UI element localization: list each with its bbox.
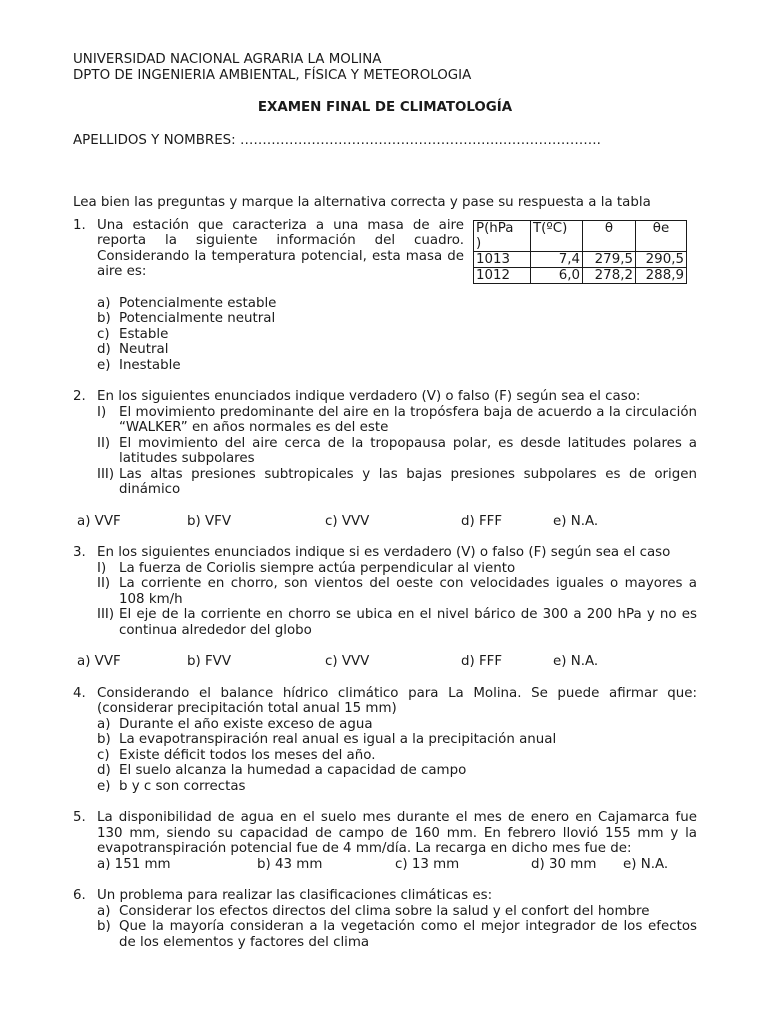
option-text: Durante el año existe exceso de agua: [119, 716, 373, 732]
answer-option: e) N.A.: [553, 654, 599, 669]
question-text: En los siguientes enunciados indique verdadero (V) o falso (F) según sea el caso:: [97, 389, 641, 404]
answer-options: [97, 857, 697, 873]
table-cell: 1013: [474, 252, 531, 268]
header-pressure: P(hPa ): [474, 221, 531, 252]
answer-options: [77, 654, 697, 670]
question-6: [73, 888, 697, 950]
option-text: Que la mayoría consideran a la vegetación como el mejor integrador de los efectos de los elementos y factores del clima: [119, 919, 697, 950]
option-text: b y c son correctas: [119, 778, 246, 794]
answer-option: d) FFF: [461, 513, 503, 529]
exam-page: [73, 52, 697, 950]
question-text: Considerando el balance hídrico climático para La Molina. Se puede afirmar que: (considerar precipitación total anual 15 mm): [97, 685, 697, 716]
statement: [97, 607, 697, 638]
option-text: Existe déficit todos los meses del año.: [119, 747, 376, 763]
table-cell: 288,9: [636, 268, 687, 284]
option-label: c): [97, 326, 110, 342]
question-4: [73, 686, 697, 795]
option-text: El suelo alcanza la humedad a capacidad de campo: [119, 763, 467, 778]
table-row: [474, 252, 687, 268]
question-number: 4.: [73, 685, 86, 701]
department-name: DPTO DE INGENIERIA AMBIENTAL, FÍSICA Y METEOROLOGIA: [73, 67, 472, 83]
table-header-row: [474, 221, 687, 252]
option: [97, 732, 697, 748]
option-text: Potencialmente neutral: [119, 311, 276, 326]
station-data-table: [473, 220, 687, 284]
answer-option: e) N.A.: [623, 856, 669, 872]
answer-option: b) VFV: [187, 513, 232, 529]
statement-text: Las altas presiones subtropicales y las bajas presiones subpolares es de origen dinámico: [119, 466, 697, 497]
answer-option: c) VVV: [325, 654, 370, 669]
option: [97, 717, 697, 733]
answer-option: d) FFF: [461, 654, 503, 669]
statement-label: II): [97, 576, 111, 591]
question-number: 3.: [73, 545, 86, 560]
option-label: e): [97, 357, 111, 373]
question-number: 5.: [73, 810, 86, 825]
question-2: [73, 389, 697, 529]
statement-text: La corriente en chorro, son vientos del oeste con velocidades iguales o mayores a 108 km/h: [119, 576, 697, 607]
option-label: b): [97, 311, 111, 326]
answer-option: d) 30 mm: [531, 856, 597, 872]
instructions: Lea bien las preguntas y marque la alternativa correcta y pase su respuesta a la tabla: [73, 195, 651, 210]
option: [97, 327, 697, 343]
answer-option: c) 13 mm: [395, 856, 460, 872]
option-label: a): [97, 903, 111, 919]
option: [97, 919, 697, 950]
statement-label: II): [97, 435, 111, 451]
option-label: a): [97, 716, 111, 732]
statement: [97, 576, 697, 607]
option-text: Considerar los efectos directos del clima sobre la salud y el confort del hombre: [119, 903, 650, 919]
names-line: APELLIDOS Y NOMBRES: …………………………………………………..………………….: [73, 132, 601, 148]
option-text: Neutral: [119, 342, 169, 357]
option: [97, 358, 697, 374]
option-label: e): [97, 778, 111, 794]
question-number: 6.: [73, 888, 86, 903]
question-number: 2.: [73, 389, 86, 404]
option-label: b): [97, 732, 111, 747]
option-text: Potencialmente estable: [119, 295, 277, 311]
option-label: c): [97, 747, 110, 763]
answer-option: b) FVV: [187, 654, 232, 669]
option-text: La evapotranspiración real anual es igual a la precipitación anual: [119, 732, 557, 747]
table-cell: 279,5: [583, 252, 636, 268]
answer-option: c) VVV: [325, 513, 370, 529]
statement-text: La fuerza de Coriolis siempre actúa perpendicular al viento: [119, 560, 516, 576]
header-theta-e: θe: [636, 221, 687, 252]
option: [97, 779, 697, 795]
answer-option: a) VVF: [77, 513, 121, 529]
question-number: 1.: [73, 217, 86, 233]
statement-text: El movimiento predominante del aire en la tropósfera baja de acuerdo a la circulación “WALKER” en años normales es del este: [119, 404, 697, 435]
statement-label: III): [97, 466, 115, 482]
question-text: La disponibilidad de agua en el suelo mes durante el mes de enero en Cajamarca fue 130 mm, siendo su capacidad de campo de 160 mm. En febrero llovió 155 mm y la evapotranspiración potencial fue de 4 mm/día. La recarga en dicho mes fue de:: [97, 810, 697, 856]
answer-option: b) 43 mm: [257, 856, 323, 872]
option: [97, 296, 697, 312]
option-label: d): [97, 342, 111, 357]
answer-options: [77, 514, 697, 530]
option-label: a): [97, 295, 111, 311]
table-cell: 7,4: [531, 252, 583, 268]
statement-label: I): [97, 404, 107, 420]
option: [97, 311, 697, 327]
table-cell: 278,2: [583, 268, 636, 284]
option-text: Inestable: [119, 357, 181, 373]
question-3: [73, 545, 697, 670]
table-cell: 6,0: [531, 268, 583, 284]
statement: [97, 436, 697, 467]
table-cell: 290,5: [636, 252, 687, 268]
options-list: [97, 296, 697, 374]
statement-text: El eje de la corriente en chorro se ubica en el nivel bárico de 300 a 200 hPa y no es continua alrededor del globo: [119, 607, 697, 638]
table-cell: 1012: [474, 268, 531, 284]
statement-text: El movimiento del aire cerca de la tropopausa polar, es desde latitudes polares a latitudes subpolares: [119, 435, 697, 466]
option-text: Estable: [119, 326, 169, 342]
option-label: b): [97, 919, 111, 934]
exam-title: EXAMEN FINAL DE CLIMATOLOGÍA: [257, 100, 513, 115]
option-label: d): [97, 763, 111, 778]
answer-option: a) VVF: [77, 654, 121, 669]
table-row: [474, 268, 687, 284]
question-text: En los siguientes enunciados indique si es verdadero (V) o falso (F) según sea el caso: [97, 545, 671, 560]
question-text: Una estación que caracteriza a una masa de aire reporta la siguiente información del cuadro. Considerando la temperatura potencial, esta masa de aire es:: [97, 217, 464, 279]
option: [97, 763, 697, 779]
statement: [97, 467, 697, 498]
statement-label: III): [97, 607, 115, 622]
header-theta: θ: [583, 221, 636, 252]
answer-option: e) N.A.: [553, 513, 599, 529]
option: [97, 342, 697, 358]
university-name: UNIVERSIDAD NACIONAL AGRARIA LA MOLINA: [73, 52, 382, 67]
answer-option: a) 151 mm: [97, 856, 171, 872]
question-text: Un problema para realizar las clasificaciones climáticas es:: [97, 888, 493, 903]
header-temperature: T(ºC): [531, 221, 583, 252]
question-5: [73, 810, 697, 872]
statement-label: I): [97, 560, 107, 576]
statement: [97, 405, 697, 436]
statement: [97, 561, 697, 577]
option: [97, 748, 697, 764]
option: [97, 904, 697, 920]
